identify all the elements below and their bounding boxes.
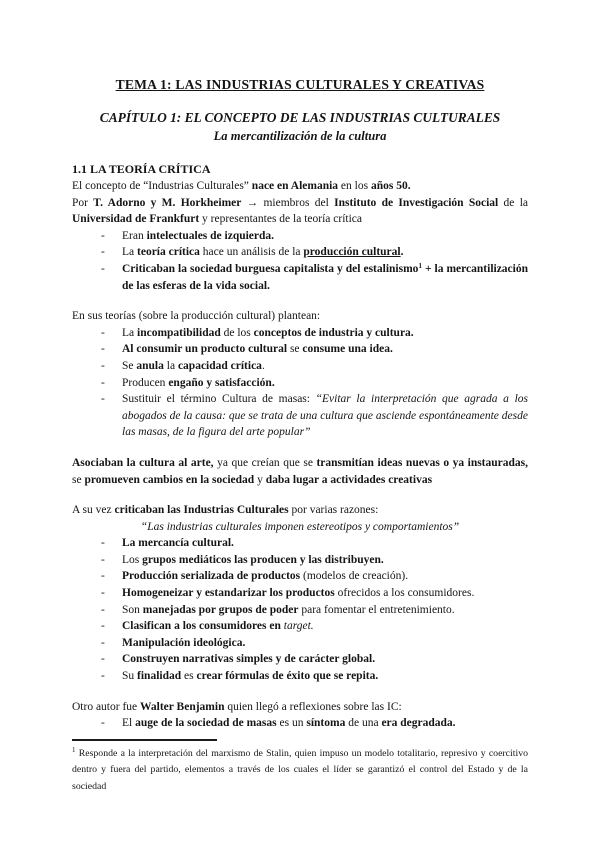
bullet-dash: - xyxy=(101,636,105,649)
list-item xyxy=(72,651,528,668)
bullet-dash: - xyxy=(101,262,105,275)
document-title: TEMA 1: LAS INDUSTRIAS CULTURALES Y CREATIVAS xyxy=(115,77,485,92)
list-item-text: Criticaban la sociedad burguesa capitalista y del estalinismo$^1$ + la mercantilización de las esferas de la vida social. xyxy=(122,261,529,292)
footnote-separator xyxy=(72,739,217,741)
list-item-text: Clasifican a los consumidores en target. xyxy=(122,620,314,633)
paragraph-walter-benjamin: Otro autor fue Walter Benjamin quien llegó a reflexiones sobre las IC: xyxy=(72,700,402,713)
bullet-dash: - xyxy=(101,343,105,356)
list-item xyxy=(72,618,528,635)
list-item xyxy=(72,602,528,619)
list-item-text: Se anula la capacidad crítica. xyxy=(122,359,265,372)
list-teoria-critica xyxy=(72,228,528,294)
list-item xyxy=(72,375,528,392)
list-item xyxy=(72,535,528,552)
list-item-text: Sustituir el término Cultura de masas: “Evitar la interpretación que agrada a los abogados de la causa: que se trata de una cultura que asciende espontáneamente desde las masas, de la figura del arte popular” xyxy=(122,393,528,439)
list-benjamin xyxy=(72,715,528,732)
bullet-dash: - xyxy=(101,620,105,633)
list-item xyxy=(72,585,528,602)
bullet-dash: - xyxy=(101,553,105,566)
list-item-text: El auge de la sociedad de masas es un síntoma de una era degradada. xyxy=(122,717,456,730)
list-item-text: Los grupos mediáticos las producen y las distribuyen. xyxy=(122,553,384,566)
list-item xyxy=(72,552,528,569)
bullet-dash: - xyxy=(101,537,105,550)
bullet-dash: - xyxy=(101,359,105,372)
list-item-text: Homogeneizar y estandarizar los productos ofrecidos a los consumidores. xyxy=(122,587,475,600)
footnote-text: $^1$ Responde a la interpretación del marxismo de Stalin, quien impuso un modelo totalitario, represivo y coercitivo dentro y fuera del partido, elementos a través de los cuales el líder se garantizó el control del Estado y de la sociedad xyxy=(72,745,528,792)
list-item-text: La mercancía cultural. xyxy=(122,537,234,550)
bullet-dash: - xyxy=(101,570,105,583)
bullet-dash: - xyxy=(101,376,105,389)
list-item xyxy=(72,244,528,261)
list-item-text: Manipulación ideológica. xyxy=(122,636,246,649)
list-item-text: Su finalidad es crear fórmulas de éxito que se repita. xyxy=(122,670,379,683)
paragraph-en-sus-teorias: En sus teorías (sobre la producción cultural) plantean: xyxy=(72,310,321,323)
list-item xyxy=(72,635,528,652)
bullet-dash: - xyxy=(101,587,105,600)
bullet-dash: - xyxy=(101,246,105,259)
paragraph-a-su-vez: A su vez criticaban las Industrias Culturales por varias razones: xyxy=(72,504,379,517)
list-item-text: Eran intelectuales de izquierda. xyxy=(122,229,275,242)
bullet-dash: - xyxy=(101,229,105,242)
list-item-text: Son manejadas por grupos de poder para fomentar el entretenimiento. xyxy=(122,603,455,616)
bullet-dash: - xyxy=(101,717,105,730)
list-item xyxy=(72,668,528,685)
list-item-text: Producción serializada de productos (modelos de creación). xyxy=(122,570,409,583)
paragraph-asociaban: Asociaban la cultura al arte, ya que creían que se transmitían ideas nuevas o ya instauradas, se promueven cambios en la sociedad y daba lugar a actividades creativas xyxy=(72,456,529,486)
list-item xyxy=(72,325,528,342)
quote-estereotipos: “Las industrias culturales imponen estereotipos y comportamientos” xyxy=(140,520,460,533)
bullet-dash: - xyxy=(101,603,105,616)
list-item-text: Al consumir un producto cultural se consume una idea. xyxy=(122,343,393,356)
list-item-text: Construyen narrativas simples y de carácter global. xyxy=(122,653,376,666)
list-item xyxy=(72,261,528,294)
list-criticas-ic xyxy=(72,535,528,684)
chapter-title: CAPÍTULO 1: EL CONCEPTO DE LAS INDUSTRIAS CULTURALES xyxy=(99,110,501,125)
bullet-dash: - xyxy=(101,653,105,666)
chapter-subtitle: La mercantilización de la cultura xyxy=(213,129,387,143)
list-item xyxy=(72,568,528,585)
list-item xyxy=(72,391,528,441)
list-item-text: Producen engaño y satisfacción. xyxy=(122,376,275,389)
list-item xyxy=(72,715,528,732)
list-item-text: La incompatibilidad de los conceptos de industria y cultura. xyxy=(122,326,414,339)
list-item-text: La teoría crítica hace un análisis de la producción cultural. xyxy=(122,246,404,259)
list-item xyxy=(72,341,528,358)
bullet-dash: - xyxy=(101,393,105,406)
list-item xyxy=(72,358,528,375)
bullet-dash: - xyxy=(101,326,105,339)
paragraph-concepto: El concepto de “Industrias Culturales” nace en Alemania en los años 50. xyxy=(72,180,411,192)
section-heading-teoria-critica: 1.1 LA TEORÍA CRÍTICA xyxy=(72,162,211,176)
list-item xyxy=(72,228,528,245)
bullet-dash: - xyxy=(101,670,105,683)
paragraph-adorno-horkheimer: Por T. Adorno y M. Horkheimer → miembros del Instituto de Investigación Social de la Universidad de Frankfurt y representantes de la teoría crítica xyxy=(72,196,528,226)
list-teorias-plantean xyxy=(72,325,528,441)
